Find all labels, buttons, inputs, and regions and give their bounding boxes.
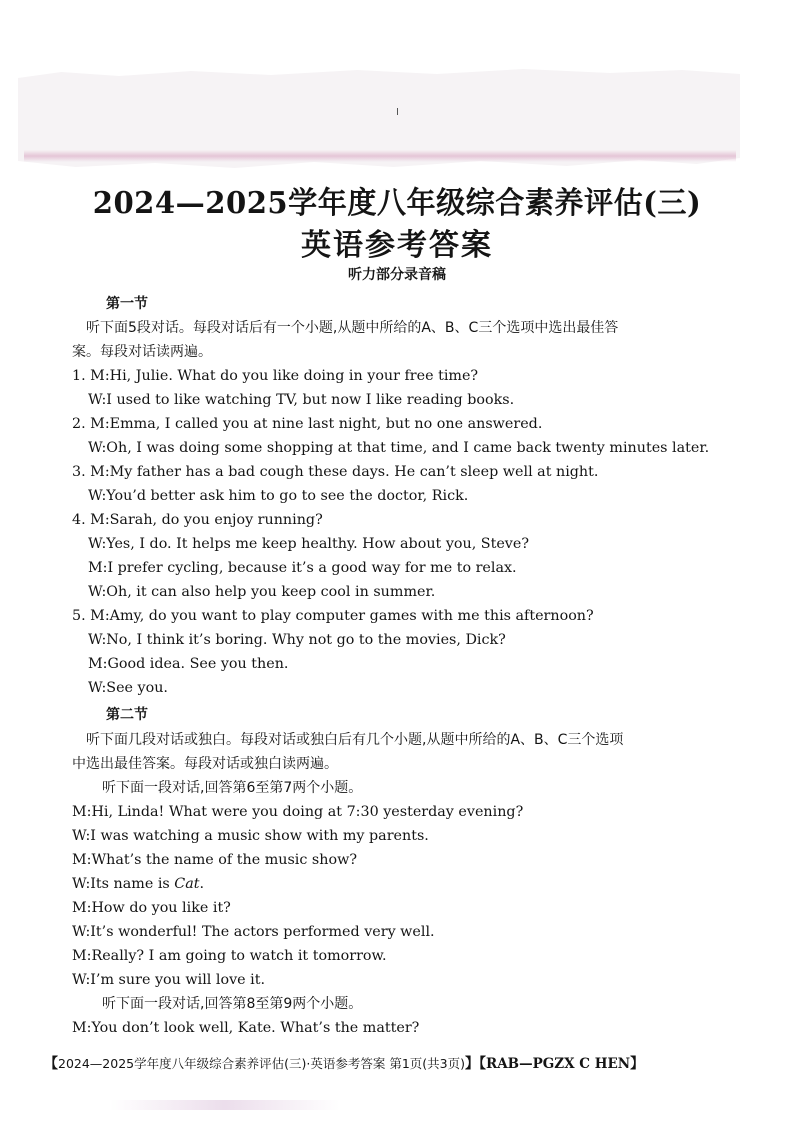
conversation-line-6: W:It’s wonderful! The actors performed very well. (72, 924, 435, 940)
footer-code: RAB—PGZX C HEN (485, 1056, 631, 1072)
conversation-line-2: W:I was watching a music show with my parents. (72, 828, 429, 844)
section2-instruction-1: 听下面几段对话或独白。每段对话或独白后有几个小题,从题中所给的A、B、C三个选项 (86, 732, 624, 748)
scan-mark (397, 108, 398, 115)
section1-instruction-1: 听下面5段对话。每段对话后有一个小题,从题中所给的A、B、C三个选项中选出最佳答 (86, 320, 619, 336)
conversation-line-3: M:What’s the name of the music show? (72, 852, 357, 868)
conversation-line-1: M:Hi, Linda! What were you doing at 7:30 yesterday evening? (72, 804, 524, 820)
dialogue4-woman-2: W:Oh, it can also help you keep cool in summer. (88, 584, 436, 600)
footer-text: 2024—2025学年度八年级综合素养评估(三)·英语参考答案 第1页(共3页) (58, 1056, 465, 1071)
footer-bracket-mid: 】【 (464, 1056, 486, 1072)
dialogue2-woman: W:Oh, I was doing some shopping at that time, and I came back twenty minutes later. (88, 440, 710, 456)
dialogue1-woman: W:I used to like watching TV, but now I like reading books. (88, 392, 515, 408)
show-name: Cat (174, 876, 200, 892)
torn-paper-edge (24, 150, 736, 162)
conversation-line-9: M:You don’t look well, Kate. What’s the matter? (72, 1020, 420, 1036)
dialogue4-woman-1: W:Yes, I do. It helps me keep healthy. How about you, Steve? (88, 536, 530, 552)
dialogue5-woman-2: W:See you. (88, 680, 168, 696)
questions-6-7-intro: 听下面一段对话,回答第6至第7两个小题。 (102, 780, 363, 796)
dialogue3-woman: W:You’d better ask him to go to see the doctor, Rick. (88, 488, 469, 504)
conversation-line-4-text: W:Its name is (72, 876, 175, 892)
footer-bracket-close: 】 (630, 1056, 645, 1072)
dialogue1-man: 1. M:Hi, Julie. What do you like doing in your free time? (72, 368, 479, 384)
dialogue2-man: 2. M:Emma, I called you at nine last night, but no one answered. (72, 416, 543, 432)
section2-heading: 第二节 (106, 707, 148, 723)
dialogue5-woman-1: W:No, I think it’s boring. Why not go to the movies, Dick? (88, 632, 506, 648)
page-footer (44, 1053, 644, 1073)
dialogue5-man-1: 5. M:Amy, do you want to play computer games with me this afternoon? (72, 608, 594, 624)
questions-8-9-intro: 听下面一段对话,回答第8至第9两个小题。 (102, 996, 363, 1012)
dialogue5-man-2: M:Good idea. See you then. (88, 656, 289, 672)
dialogue4-man-2: M:I prefer cycling, because it’s a good way for me to relax. (88, 560, 517, 576)
dialogue4-man-1: 4. M:Sarah, do you enjoy running? (72, 512, 323, 528)
dialogue3-man: 3. M:My father has a bad cough these days. He can’t sleep well at night. (72, 464, 599, 480)
conversation-line-8: W:I’m sure you will love it. (72, 972, 266, 988)
conversation-line-4-end: . (199, 876, 205, 892)
bottom-smudge (110, 1100, 340, 1110)
page-subtitle: 英语参考答案 (301, 228, 493, 263)
section1-heading: 第一节 (106, 296, 148, 312)
section-caption: 听力部分录音稿 (348, 267, 446, 283)
footer-bracket-open: 【 (44, 1056, 58, 1072)
conversation-line-7: M:Really? I am going to watch it tomorrow. (72, 948, 387, 964)
conversation-line-5: M:How do you like it? (72, 900, 231, 916)
conversation-line-4 (72, 872, 204, 896)
page-title: 2024—2025学年度八年级综合素养评估(三) (92, 186, 702, 221)
section2-instruction-2: 中选出最佳答案。每段对话或独白读两遍。 (72, 756, 338, 772)
section1-instruction-2: 案。每段对话读两遍。 (72, 344, 212, 360)
